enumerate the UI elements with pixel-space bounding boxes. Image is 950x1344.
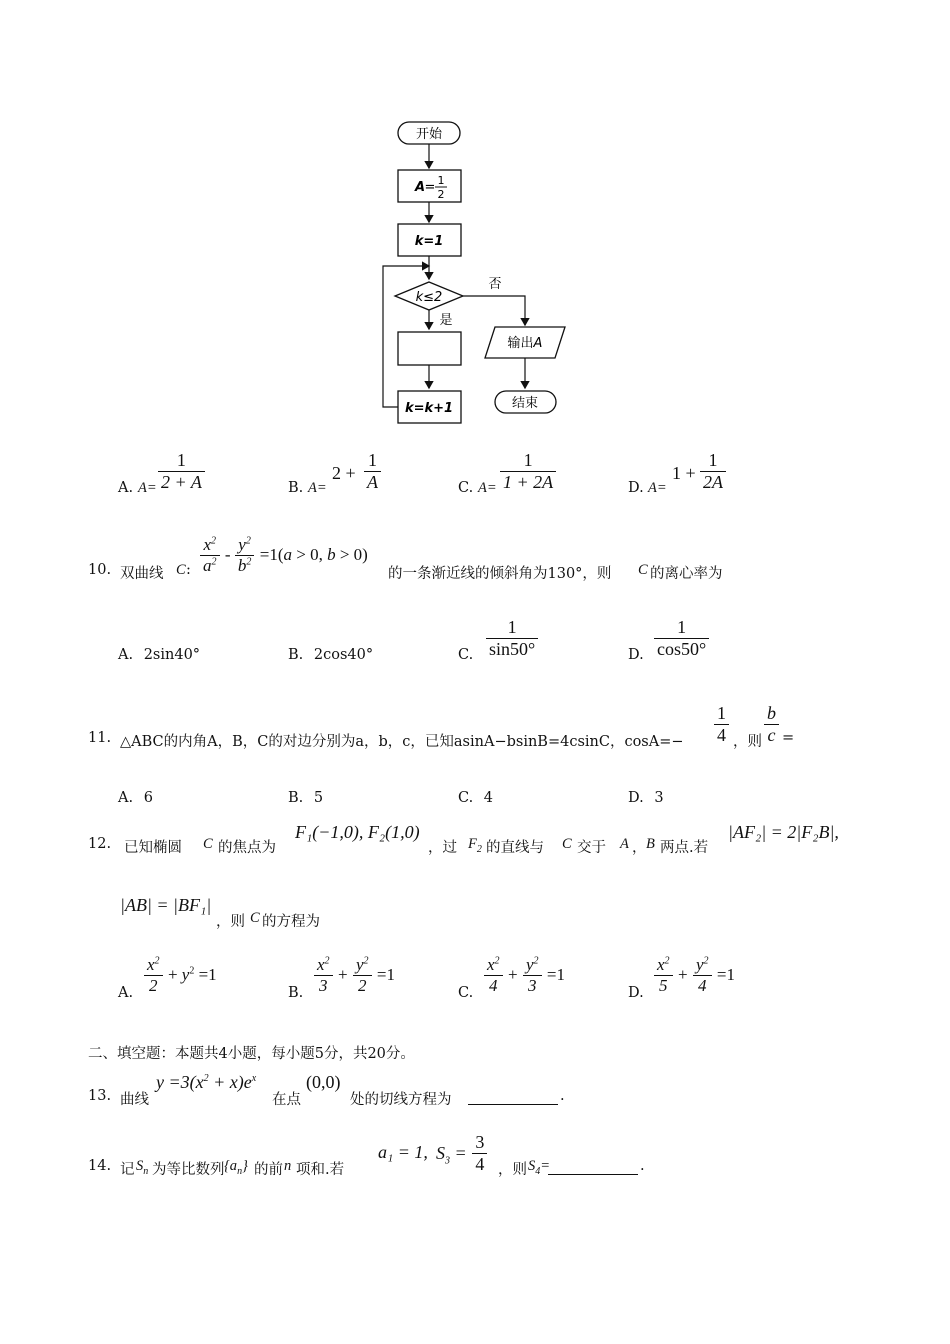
answer-blank[interactable] [548, 1158, 638, 1175]
yes-label: 是 [439, 313, 453, 328]
question-12 [88, 820, 868, 860]
question-text: ，则 [498, 1162, 527, 1178]
option-label: C. [458, 480, 474, 496]
end-text: 结束 [511, 396, 539, 411]
option-prefix: A= [138, 480, 157, 496]
option-prefix: A= [478, 480, 497, 496]
option-label: A. [118, 647, 134, 663]
x-fraction: $\frac{x^2}{2}$ [144, 955, 163, 996]
y-fraction: $\frac{y^2}{4}$ [693, 955, 712, 996]
question-12-line2 [120, 895, 520, 935]
denominator: A [364, 471, 381, 493]
option-label: D. [628, 790, 644, 806]
q10-option-b [288, 647, 373, 663]
condition-1: |AF₂| = 2|F₂B|, [728, 822, 839, 842]
option-label: A. [118, 480, 134, 496]
question-number: 11. [88, 730, 112, 746]
denominator: 2 + A [158, 471, 205, 493]
question-text: 的焦点为 [218, 840, 276, 856]
option-label: B. [288, 790, 304, 806]
denominator: sin50° [486, 638, 538, 660]
question-text: 处的切线方程为 [350, 1092, 452, 1108]
question-number: 13. [88, 1088, 112, 1104]
numerator: 1 [677, 617, 687, 637]
question-text: △ABC的内角A，B，C的对边分别为a，b，c，已知asinA−bsinB=4csinC，cosA=− [120, 734, 684, 750]
question-14 [88, 1132, 788, 1182]
question-text: 双曲线 [120, 566, 164, 582]
q10-option-a [118, 647, 200, 663]
denominator: cos50° [654, 638, 709, 660]
empty-process-box [398, 332, 461, 365]
numerator: 1 [523, 450, 533, 470]
cos-fraction [714, 703, 729, 746]
option-label: D. [628, 985, 644, 1001]
increment-text: k=k+1 [404, 401, 454, 416]
numerator: b [767, 703, 776, 723]
answer-blank[interactable] [468, 1088, 558, 1105]
fraction [486, 617, 538, 660]
option-lead: 1 + [672, 463, 696, 483]
condition-2: |AB| = |BF₁| [120, 895, 212, 915]
assign-a-num: 1 [437, 174, 445, 187]
denominator: 1 + 2A [500, 471, 556, 493]
q11-option-c [458, 790, 493, 806]
fraction [158, 450, 205, 493]
fraction [500, 450, 556, 493]
option-label: B. [288, 647, 304, 663]
fraction [364, 450, 381, 493]
curve-name: C [203, 836, 213, 852]
no-label: 否 [488, 277, 502, 292]
question-text: ，则 [733, 734, 762, 750]
question-text: 为等比数列 [152, 1162, 225, 1178]
denominator: 2A [700, 471, 726, 493]
question-13 [88, 1070, 788, 1110]
condition-text: k≤2 [415, 290, 443, 305]
period: . [640, 1158, 645, 1174]
question-text: = [782, 730, 795, 746]
q11-option-b [288, 790, 323, 806]
numerator: 1 [176, 450, 186, 470]
assign-k-text: k=1 [414, 234, 444, 249]
comma: ， [632, 840, 647, 856]
option-label: A. [118, 790, 134, 806]
option-label: C. [458, 647, 474, 663]
question-text: 记 [120, 1162, 135, 1178]
point-a: A [620, 836, 629, 852]
question-text: ，则 [216, 914, 245, 930]
question-text: 曲线 [120, 1092, 149, 1108]
option-prefix: A= [308, 480, 327, 496]
question-text: 的方程为 [262, 914, 320, 930]
condition-a1: a₁ = 1, [378, 1142, 428, 1162]
y-fraction: $\frac{y^2}{b^2}$ [235, 535, 255, 576]
minus-sign: - [224, 545, 235, 564]
x-fraction: $\frac{x^2}{3}$ [314, 955, 333, 996]
question-number: 10. [88, 562, 112, 578]
hyperbola-equation [200, 535, 368, 576]
denominator: c [764, 724, 779, 746]
curve-name: C [562, 836, 572, 852]
question-text: 交于 [577, 840, 606, 856]
colon: : [186, 562, 191, 578]
question-number: 14. [88, 1158, 112, 1174]
denominator: 4 [714, 724, 729, 746]
period: . [560, 1088, 565, 1104]
sn-symbol: $S_n$ [136, 1158, 149, 1177]
curve-name: C [176, 562, 186, 578]
q11-option-a [118, 790, 153, 806]
question-text: 项和.若 [296, 1162, 345, 1178]
s4-symbol: $S_4=$ [528, 1158, 551, 1177]
assign-a-var: A [414, 180, 426, 195]
x-fraction: $\frac{x^2}{5}$ [654, 955, 673, 996]
point-b: B [646, 836, 655, 852]
option-text: 6 [143, 790, 153, 806]
question-text: 的离心率为 [650, 566, 723, 582]
curve-name: C [250, 910, 260, 926]
section-2-title: 二、填空题：本题共4小题，每小题5分，共20分。 [88, 1046, 415, 1062]
option-text: 2sin40° [143, 647, 201, 663]
option-text: 3 [654, 790, 664, 806]
curve-equation: $y =3(x^2 + x)e^x$ [156, 1072, 257, 1092]
option-label: B. [288, 480, 304, 496]
question-text: 的前 [254, 1162, 283, 1178]
question-text: 的一条渐近线的倾斜角为130°，则 [388, 566, 612, 582]
question-number: 12. [88, 836, 112, 852]
focus-f2: $F_2$ [468, 836, 482, 855]
option-text: 5 [313, 790, 324, 806]
curve-name: C [638, 562, 648, 578]
ratio-fraction [764, 703, 779, 746]
output-text: 输出A [507, 336, 543, 351]
ellipse-equation: $\frac{x^2}{2}$ + $y^2 =1$ [144, 955, 217, 996]
question-text: 两点.若 [660, 840, 709, 856]
x-fraction: $\frac{x^2}{a^2}$ [200, 535, 220, 576]
fraction [700, 450, 726, 493]
ellipse-equation: $\frac{x^2}{4}$ + $\frac{y^2}{3}$ =1 [484, 955, 565, 996]
option-text: 4 [483, 790, 494, 806]
question-text: 已知椭圆 [124, 840, 182, 856]
option-label: D. [628, 647, 644, 663]
assign-a-eq: = [424, 180, 436, 195]
option-text: 2cos40° [313, 647, 374, 663]
flowchart [370, 115, 580, 430]
option-label: B. [288, 985, 304, 1001]
start-text: 开始 [415, 127, 443, 142]
s3-fraction: $\frac{3}{4}$ [472, 1132, 487, 1175]
question-11 [88, 703, 868, 763]
question-text: 的直线与 [486, 840, 544, 856]
ellipse-equation: $\frac{x^2}{5}$ + $\frac{y^2}{4}$ =1 [654, 955, 735, 996]
option-prefix: A= [648, 480, 667, 496]
option-label: D. [628, 480, 644, 496]
fraction [654, 617, 709, 660]
ellipse-equation: $\frac{x^2}{3}$ + $\frac{y^2}{2}$ =1 [314, 955, 395, 996]
option-label: C. [458, 790, 474, 806]
foci: F₁(−1,0), F₂(1,0) [295, 822, 420, 842]
q11-option-d [628, 790, 664, 806]
option-lead: 2 + [332, 463, 356, 483]
n-symbol: n [284, 1158, 292, 1174]
option-label: C. [458, 985, 474, 1001]
option-label: A. [118, 985, 134, 1001]
question-text: ，过 [428, 840, 457, 856]
numerator: 1 [368, 450, 377, 470]
numerator: 1 [507, 617, 517, 637]
sequence-symbol: $\{a_n\}$ [224, 1158, 248, 1177]
numerator: 1 [717, 703, 726, 723]
question-10 [88, 535, 868, 595]
y-fraction: $\frac{y^2}{3}$ [523, 955, 542, 996]
y-fraction: $\frac{y^2}{2}$ [353, 955, 372, 996]
assign-a-den: 2 [437, 188, 445, 201]
x-fraction: $\frac{x^2}{4}$ [484, 955, 503, 996]
numerator: 1 [708, 450, 718, 470]
question-text: 在点 [272, 1092, 301, 1108]
condition-s3: $S_3$ = $\frac{3}{4}$ [436, 1132, 487, 1175]
equation-rhs: =1(a > 0, b > 0) [259, 545, 368, 564]
point: (0,0) [306, 1072, 341, 1092]
